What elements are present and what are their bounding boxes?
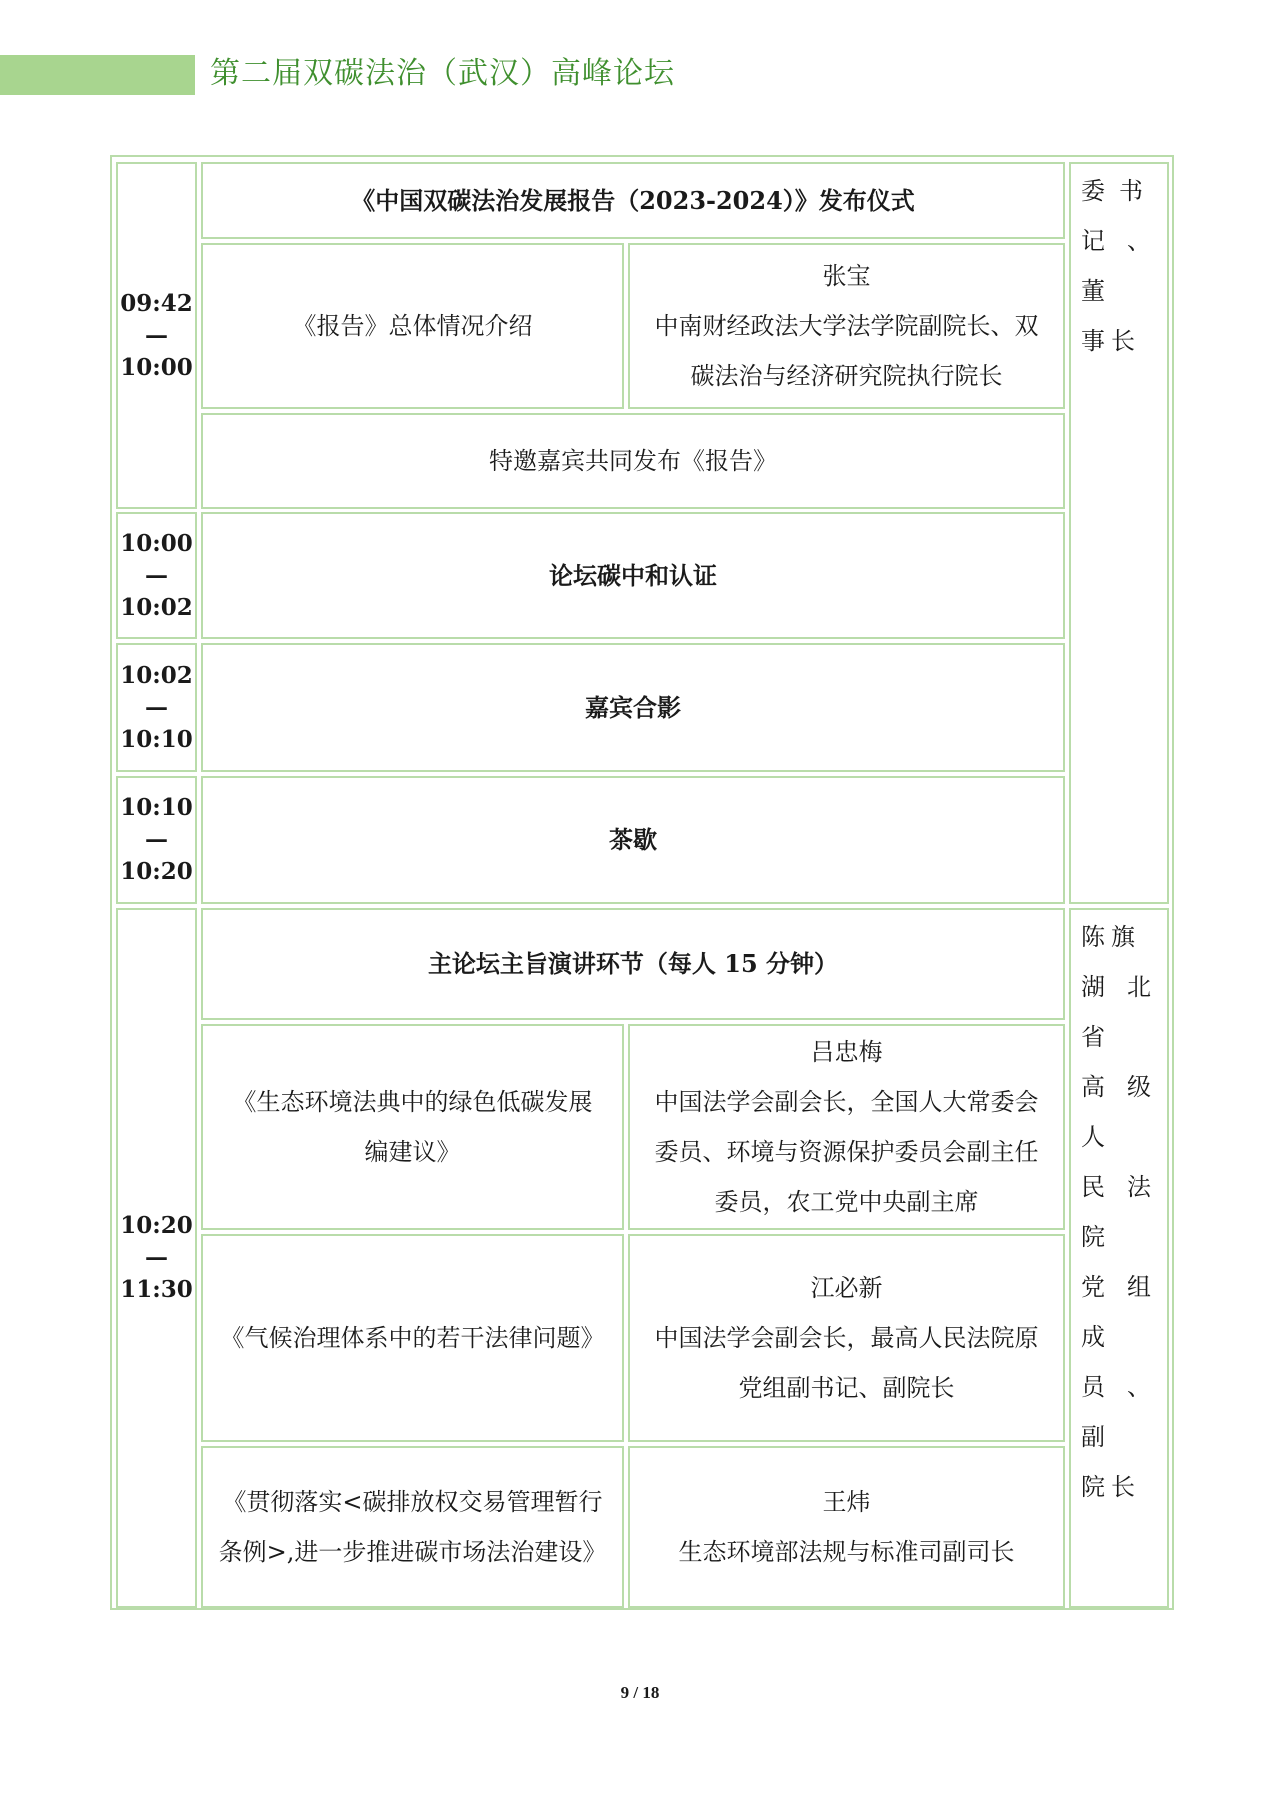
talk-topic: [201, 1234, 624, 1442]
topic-line: 《生态环境法典中的绿色低碳发展: [232, 1088, 593, 1116]
topic-line: 《贯彻落实<碳排放权交易管理暂行: [222, 1488, 603, 1516]
report-release: [201, 413, 1065, 509]
chair-line: 委书: [1081, 177, 1157, 205]
speaker-title-line: 党组副书记、副院长: [738, 1374, 955, 1402]
release-text: 特邀嘉宾共同发布《报告》: [489, 447, 777, 475]
time-end: 10:00: [120, 353, 193, 381]
chair-line: 湖北省: [1081, 973, 1157, 1051]
time-separator: —: [145, 321, 168, 349]
talk-speaker: [628, 1446, 1065, 1608]
release-ceremony-title-text: 《中国双碳法治发展报告（2023-2024）》发布仪式: [351, 185, 915, 215]
time-start: 10:00: [120, 529, 193, 557]
report-intro-speaker: [628, 243, 1065, 409]
time-end: 10:10: [120, 725, 193, 753]
time-cell: [116, 643, 197, 772]
time-start: 10:20: [120, 1212, 193, 1239]
time-cell: [116, 512, 197, 639]
speaker-title-line: 生态环境部法规与标准司副司长: [678, 1538, 1015, 1566]
talk-topic: [201, 1446, 624, 1608]
speaker-name: 王炜: [822, 1488, 871, 1516]
topic-line: 条例>,进一步推进碳市场法治建设》: [218, 1538, 607, 1566]
item-text: 论坛碳中和认证: [549, 560, 717, 590]
report-intro-topic: [201, 243, 624, 409]
chair-line: 事长: [1081, 327, 1141, 355]
topic-line: 《气候治理体系中的若干法律问题》: [220, 1324, 605, 1352]
speaker-title-line: 中国法学会副会长，全国人大常委会: [654, 1088, 1039, 1116]
tea-break: [201, 776, 1065, 904]
keynote-section-title: [201, 908, 1065, 1020]
group-photo: [201, 643, 1065, 772]
time-end: 10:02: [120, 593, 193, 621]
speaker-name: 吕忠梅: [810, 1038, 883, 1066]
talk-speaker: [628, 1024, 1065, 1230]
speaker-name: 江必新: [810, 1274, 883, 1302]
speaker-name: 张宝: [822, 262, 871, 290]
item-text: 嘉宾合影: [585, 692, 681, 722]
time-separator: —: [145, 693, 168, 721]
time-separator: —: [145, 561, 168, 589]
chair-line: 高级人: [1081, 1073, 1157, 1151]
chair-line: 党组成: [1081, 1273, 1157, 1351]
speaker-title-line: 中南财经政法大学法学院副院长、双: [654, 312, 1039, 340]
time-cell: [116, 162, 197, 509]
header-accent-bar: [0, 55, 195, 95]
chair-line: 陈旗: [1081, 923, 1141, 951]
topic-text: 《报告》总体情况介绍: [292, 312, 533, 340]
carbon-neutral-certification: [201, 512, 1065, 639]
time-end: 11:30: [120, 1276, 193, 1303]
time-cell: [116, 776, 197, 904]
time-separator: —: [145, 826, 168, 853]
chair-line: 员、副: [1081, 1373, 1157, 1451]
time-start: 09:42: [120, 289, 193, 317]
chair-cell-bottom: [1069, 908, 1169, 1608]
time-cell: [116, 908, 197, 1608]
chair-line: 民法院: [1081, 1173, 1157, 1251]
time-separator: —: [145, 1244, 168, 1271]
speaker-title-line: 中国法学会副会长，最高人民法院原: [654, 1324, 1039, 1352]
talk-topic: [201, 1024, 624, 1230]
release-ceremony-title: [201, 162, 1065, 239]
speaker-title-line: 碳法治与经济研究院执行院长: [690, 362, 1003, 390]
speaker-title-line: 委员，农工党中央副主席: [714, 1188, 979, 1216]
time-end: 10:20: [120, 858, 193, 885]
item-text: 茶歇: [609, 825, 657, 854]
chair-line: 记、董: [1081, 227, 1157, 305]
page-number: 9 / 18: [620, 1683, 660, 1702]
speaker-title-line: 委员、环境与资源保护委员会副主任: [654, 1138, 1039, 1166]
talk-speaker: [628, 1234, 1065, 1442]
topic-line: 编建议》: [364, 1138, 461, 1166]
page-header-title: 第二届双碳法治（武汉）高峰论坛: [210, 56, 675, 91]
time-start: 10:10: [120, 794, 193, 821]
chair-line: 院长: [1081, 1473, 1141, 1501]
time-start: 10:02: [120, 661, 193, 689]
keynote-title-text: 主论坛主旨演讲环节（每人 15 分钟）: [427, 949, 839, 978]
chair-cell-top: [1069, 162, 1169, 904]
